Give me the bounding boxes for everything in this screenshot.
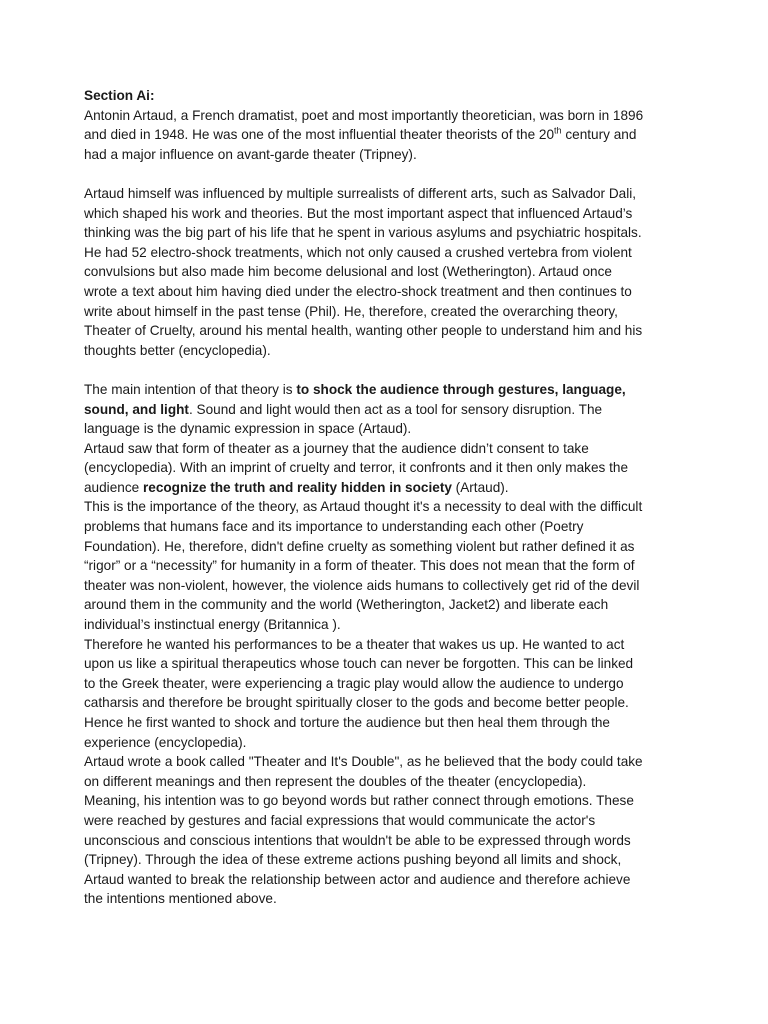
paragraph-text: Artaud saw that form of theater as a journey that the audience didn’t consent to take (encyclopedia). With an imprint of cruelty and terror, it confronts and it then only makes the audience — [84, 440, 629, 495]
section-heading: Section Ai: — [84, 88, 155, 103]
document-page — [84, 86, 644, 909]
paragraph-text: The main intention of that theory is — [84, 381, 297, 397]
paragraph-intro — [84, 106, 644, 165]
bold-phrase: recognize the truth and reality hidden in society — [142, 479, 452, 495]
paragraph-journey — [84, 439, 644, 498]
bold-phrase: to shock the audience through gestures, language, sound, and light — [84, 381, 626, 417]
paragraph-influences: Artaud himself was influenced by multiple surrealists of different arts, such as Salvador Dali, which shaped his work and theories. But the most important aspect that influenced Artaud’s thinking was the big part of his life that he spent in various asylums and psychiatric hospitals. He had 52 electro-shock treatments, which not only caused a crushed vertebra from violent convulsions but also made him become delusional and lost (Wetherington). Artaud once wrote a text about him having died under the electro-shock treatment and then continues to write about himself in the past tense (Phil). He, therefore, created the overarching theory, Theater of Cruelty, around his mental health, wanting other people to understand him and his thoughts better (encyclopedia). — [84, 185, 643, 358]
paragraph-intro-text: Antonin Artaud, a French dramatist, poet and most importantly theoretician, was born in 1896 and died in 1948. He was one of the most influential theater theorists of the 20 — [84, 107, 644, 143]
paragraph-spacer — [84, 360, 644, 380]
ordinal-superscript: th — [554, 125, 562, 136]
paragraph-importance: This is the importance of the theory, as Artaud thought it's a necessity to deal with the difficult problems that humans face and its importance to understanding each other (Poetry Foundation). He, therefore, didn't define cruelty as something violent but rather defined it as “rigor” or a “necessity” for humanity in a form of theater. This does not mean that the form of theater was non-violent, however, the violence aids humans to collectively get rid of the devil around them in the community and the world (Wetherington, Jacket2) and liberate each individual’s instinctual energy (Britannica ). — [84, 499, 643, 633]
paragraph-intro-text-end: century and had a major influence on avant-garde theater (Tripney). — [84, 127, 637, 162]
paragraph-spacer — [84, 164, 644, 184]
paragraph-text: (Artaud). — [451, 479, 509, 495]
paragraph-main-intention — [84, 380, 644, 439]
paragraph-wakes-us-up: Therefore he wanted his performances to be a theater that wakes us up. He wanted to act upon us like a spiritual therapeutics whose touch can never be forgotten. This can be linked to the Greek theater, were experiencing a tragic play would allow the audience to undergo catharsis and therefore be brought spiritually closer to the gods and become better people. Hence he first wanted to shock and torture the audience but then heal them through the experience (encyclopedia). — [84, 636, 634, 750]
paragraph-double: Artaud wrote a book called "Theater and It's Double", as he believed that the body could take on different meanings and then represent the doubles of the theater (encyclopedia). Meaning, his intention was to go beyond words but rather connect through emotions. These were reached by gestures and facial expressions that would communicate the actor's unconscious and conscious intentions that wouldn't be able to be expressed through words (Tripney). Through the idea of these extreme actions pushing beyond all limits and shock, Artaud wanted to break the relationship between actor and audience and therefore achieve the intentions mentioned above. — [84, 754, 643, 907]
paragraph-text: . Sound and light would then act as a tool for sensory disruption. The language is the dynamic expression in space (Artaud). — [84, 401, 603, 437]
